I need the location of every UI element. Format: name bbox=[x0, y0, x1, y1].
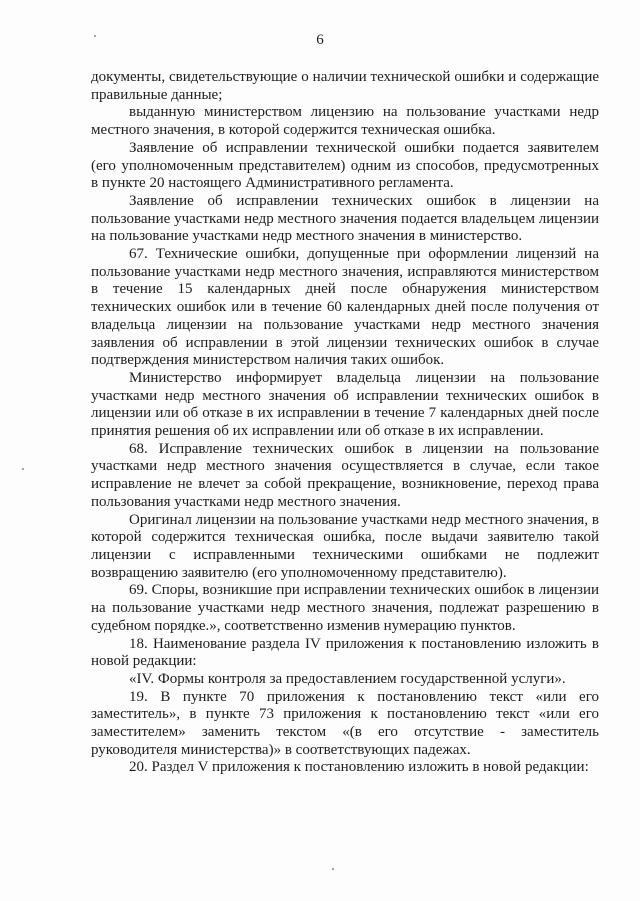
paragraph: документы, свидетельствующие о наличии технической ошибки и содержащие правильные данные; bbox=[91, 69, 599, 103]
paragraph: Заявление об исправлении технической ошибки подается заявителем (его уполномоченным представителем) одним из способов, предусмотренных в пункте 20 настоящего Административного регламента. bbox=[91, 139, 599, 192]
paragraph-clause-67: 67. Технические ошибки, допущенные при оформлении лицензий на пользование участками недр местного значения, исправляются министерством в течение 15 календарных дней после обнаружения министерством технических ошибок или в течение 60 календарных дней после получения от владельца лицензии на пользование участками недр местного значения заявления об исправлении в этой лицензии технических ошибок в случае подтверждения министерством наличия таких ошибок. bbox=[91, 246, 599, 369]
scan-speck bbox=[22, 468, 24, 470]
document-body bbox=[91, 69, 599, 777]
paragraph-clause-69: 69. Споры, возникшие при исправлении технических ошибок в лицензии на пользование участками недр местного значения, подлежат разрешению в судебном порядке.», соответственно изменив нумерацию пунктов. bbox=[91, 582, 599, 634]
paragraph: Заявление об исправлении технических ошибок в лицензии на пользование участками недр местного значения подается владельцем лицензии на пользование участками недр местного значения в министерство. bbox=[91, 192, 599, 245]
paragraph-clause-68: 68. Исправление технических ошибок в лицензии на пользование участками недр местного значения осуществляется в случае, если такое исправление не влечет за собой прекращение, возникновение, переход права пользования участками недр местного значения. bbox=[91, 440, 599, 510]
paragraph: Министерство информирует владельца лицензии на пользование участками недр местного значения об исправлении технических ошибок в лицензии или об отказе в их исправлении в течение 7 календарных дней после принятия решения об их исправлении или об отказе в их исправлении. bbox=[91, 369, 599, 440]
paragraph-item-20: 20. Раздел V приложения к постановлению изложить в новой редакции: bbox=[129, 759, 589, 776]
section-title-quote: «IV. Формы контроля за предоставлением государственной услуги». bbox=[129, 670, 566, 687]
paragraph: выданную министерством лицензию на пользование участками недр местного значения, в которой содержится техническая ошибка. bbox=[91, 104, 599, 139]
page-number: 6 bbox=[316, 32, 324, 48]
paragraph-item-18: 18. Наименование раздела IV приложения к постановлению изложить в новой редакции: bbox=[91, 635, 599, 670]
scan-speck bbox=[332, 868, 334, 870]
paragraph-item-19: 19. В пункте 70 приложения к постановлению текст «или его заместитель», в пункте 73 приложения к постановлению текст «или его заместителем» заменить текстом «(в его отсутствие - заместитель руководителя министерства)» в соответствующих падежах. bbox=[91, 688, 599, 758]
paragraph: Оригинал лицензии на пользование участками недр местного значения, в которой содержится техническая ошибка, после выдачи заявителю такой лицензии с исправленными техническими ошибками не подлежит возвращению заявителю (его уполномоченному представителю). bbox=[91, 511, 599, 581]
